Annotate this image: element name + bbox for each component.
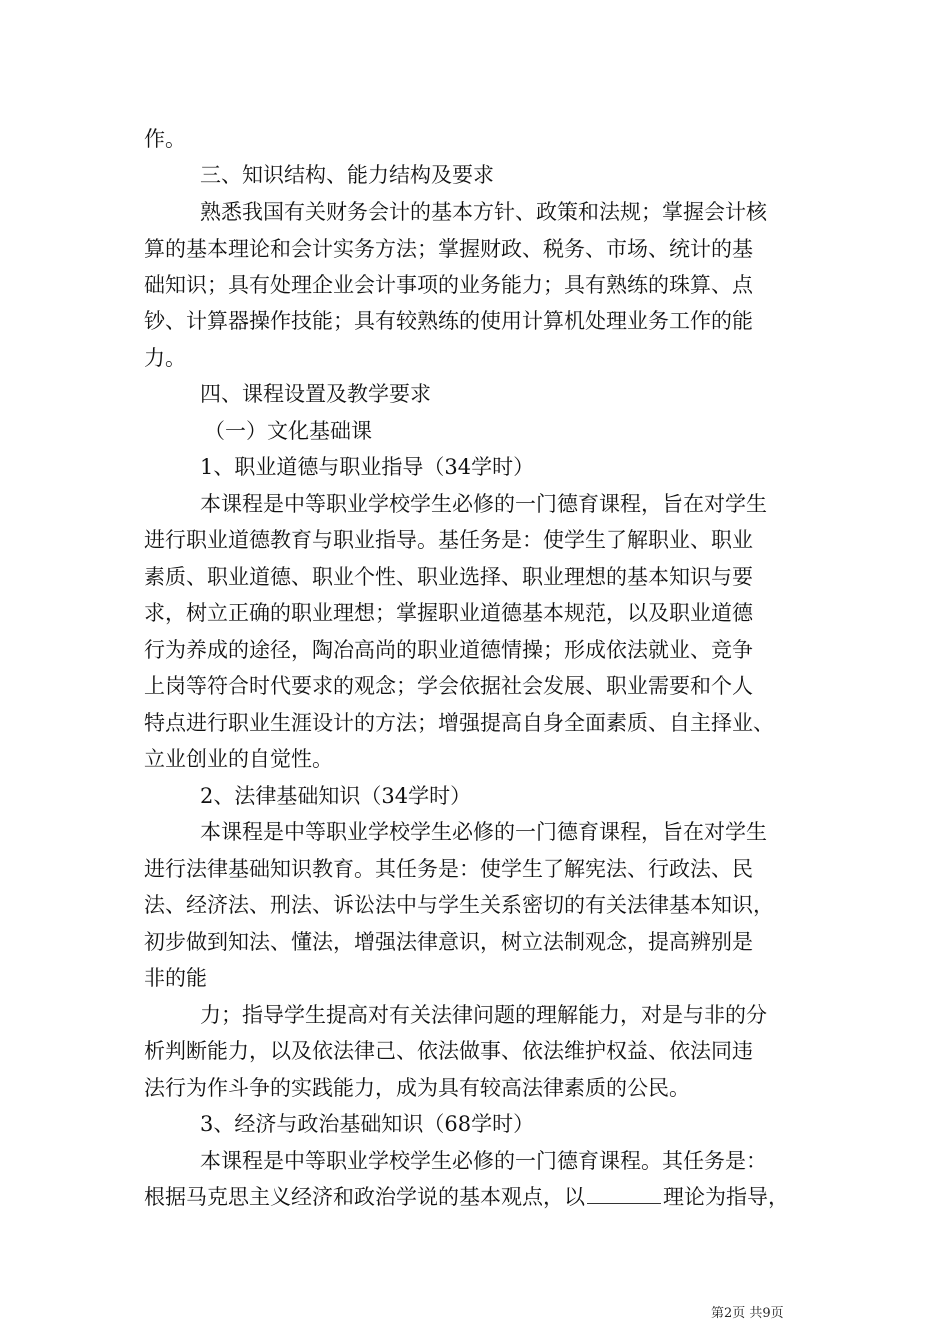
page-number-footer: 第2页 共9页 — [711, 1306, 784, 1321]
text-line: 础知识；具有处理企业会计事项的业务能力；具有熟练的珠算、点 — [144, 273, 753, 297]
fill-in-blank — [587, 1185, 661, 1204]
text-fragment: 根据马克思主义经济和政治学说的基本观点，以 — [144, 1185, 585, 1209]
section-heading: 四、课程设置及教学要求 — [200, 382, 431, 406]
subsection-heading: （一）文化基础课 — [204, 419, 372, 443]
text-line: 上岗等符合时代要求的观念；学会依据社会发展、职业需要和个人 — [144, 674, 753, 698]
text-line: 非的能 — [144, 966, 207, 990]
course-heading: 1、职业道德与职业指导（34学时） — [200, 455, 535, 479]
text-line: 求，树立正确的职业理想；掌握职业道德基本规范，以及职业道德 — [144, 601, 753, 625]
text-line: 力；指导学生提高对有关法律问题的理解能力，对是与非的分 — [200, 1003, 767, 1027]
text-line: 算的基本理论和会计实务方法；掌握财政、税务、市场、统计的基 — [144, 237, 753, 261]
text-line: 法行为作斗争的实践能力，成为具有较高法律素质的公民。 — [144, 1076, 690, 1100]
text-line: 素质、职业道德、职业个性、职业选择、职业理想的基本知识与要 — [144, 565, 753, 589]
text-line: 析判断能力，以及依法律己、依法做事、依法维护权益、依法同违 — [144, 1039, 753, 1063]
text-line: 力。 — [144, 346, 186, 370]
course-heading: 2、法律基础知识（34学时） — [200, 784, 472, 808]
text-line: 本课程是中等职业学校学生必修的一门德育课程，旨在对学生 — [200, 492, 767, 516]
text-line: 本课程是中等职业学校学生必修的一门德育课程，旨在对学生 — [200, 820, 767, 844]
course-heading: 3、经济与政治基础知识（68学时） — [200, 1112, 535, 1136]
text-line: 法、经济法、刑法、诉讼法中与学生关系密切的有关法律基本知识， — [144, 893, 774, 917]
text-line: 本课程是中等职业学校学生必修的一门德育课程。其任务是： — [200, 1149, 767, 1173]
text-line: 进行职业道德教育与职业指导。基任务是：使学生了解职业、职业 — [144, 528, 753, 552]
text-line: 特点进行职业生涯设计的方法；增强提高自身全面素质、自主择业、 — [144, 711, 774, 735]
text-line: 行为养成的途径，陶冶高尚的职业道德情操；形成依法就业、竞争 — [144, 638, 753, 662]
text-line: 熟悉我国有关财务会计的基本方针、政策和法规；掌握会计核 — [200, 200, 767, 224]
text-line: 立业创业的自觉性。 — [144, 747, 333, 771]
text-line: 钞、计算器操作技能；具有较熟练的使用计算机处理业务工作的能 — [144, 309, 753, 333]
text-line-with-blank — [0, 1182, 950, 1212]
text-line: 进行法律基础知识教育。其任务是：使学生了解宪法、行政法、民 — [144, 857, 753, 881]
text-line: 作。 — [144, 127, 186, 151]
text-line: 初步做到知法、懂法，增强法律意识，树立法制观念，提高辨别是 — [144, 930, 753, 954]
section-heading: 三、知识结构、能力结构及要求 — [200, 163, 494, 187]
text-fragment: 理论为指导， — [663, 1185, 789, 1209]
